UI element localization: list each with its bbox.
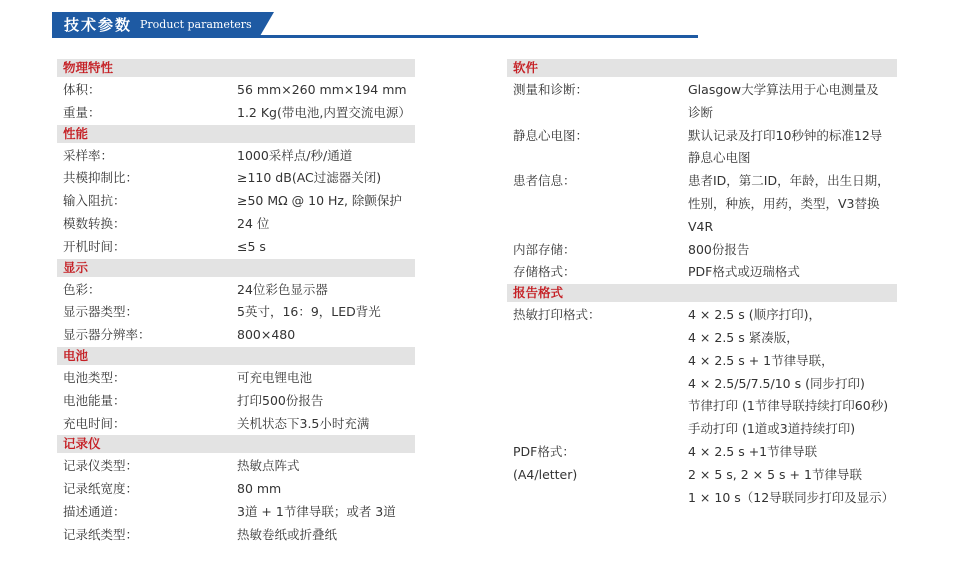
spec-value-line: 患者ID，第二ID，年龄，出生日期， <box>688 173 890 189</box>
spec-label: 测量和诊断： <box>513 82 589 97</box>
spec-value-line: PDF格式或迈瑞格式 <box>688 264 800 280</box>
spec-row <box>507 79 897 125</box>
spec-value-line: 静息心电图 <box>688 150 751 166</box>
spec-label: 存储格式： <box>513 264 576 280</box>
spec-label: PDF格式： <box>513 443 575 459</box>
spec-value <box>237 145 415 168</box>
spec-value-line: 24 位 <box>237 215 270 231</box>
spec-label: 记录纸类型： <box>63 526 139 542</box>
spec-row <box>57 102 415 125</box>
spec-value-line: 性别，种族，用药，类型，V3替换 <box>688 195 880 211</box>
spec-value <box>688 239 897 262</box>
spec-value <box>237 102 415 125</box>
spec-label: 输入阻抗： <box>63 193 126 209</box>
spec-value <box>237 478 415 501</box>
spec-value <box>237 79 415 102</box>
spec-value-line: 4 × 2.5 s (顺序打印)， <box>688 307 821 323</box>
spec-row <box>57 501 415 524</box>
section-title: 电池 <box>57 347 415 365</box>
spec-label: 记录仪类型： <box>63 458 139 474</box>
spec-value-line: 手动打印 (1道或3道持续打印) <box>688 421 856 437</box>
spec-value-line: 4 × 2.5 s +1节律导联 <box>688 443 818 459</box>
spec-value <box>237 390 415 413</box>
spec-label: 静息心电图： <box>513 127 589 143</box>
spec-value-line: 诊断 <box>688 104 714 120</box>
header-title-cn: 技术参数 <box>64 15 133 34</box>
spec-value-line: 节律打印 (1节律导联持续打印60秒) <box>688 398 889 414</box>
spec-value-line: 24位彩色显示器 <box>237 281 328 297</box>
spec-value <box>688 170 897 238</box>
spec-value-line: 热敏卷纸或折叠纸 <box>237 526 338 542</box>
spec-value <box>237 301 415 324</box>
spec-row <box>57 413 415 436</box>
section-title: 物理特性 <box>57 59 415 77</box>
spec-value-line: 1 × 10 s（12导联同步打印及显示） <box>688 489 895 505</box>
spec-label: 患者信息： <box>513 173 576 189</box>
spec-value-line: 800×480 <box>237 327 296 343</box>
spec-row <box>507 441 897 464</box>
spec-value-line: ≥110 dB(AC过滤器关闭) <box>237 170 382 186</box>
spec-value-line: 可充电锂电池 <box>237 369 313 385</box>
spec-value-line: 80 mm <box>237 481 282 497</box>
spec-label: 描述通道： <box>63 503 126 519</box>
spec-row <box>507 464 897 510</box>
spec-row <box>57 145 415 168</box>
spec-value-line: 4 × 2.5 s 紧凑版， <box>688 329 799 345</box>
spec-label: 开机时间： <box>63 238 126 254</box>
spec-label: 显示器类型： <box>63 304 139 320</box>
spec-label: 电池类型： <box>63 369 126 385</box>
spec-label: 热敏打印格式： <box>513 307 601 323</box>
section-title: 报告格式 <box>507 284 897 302</box>
spec-value-line: 热敏点阵式 <box>237 458 300 474</box>
spec-value <box>237 236 415 259</box>
section-title: 显示 <box>57 259 415 277</box>
spec-label: 体积： <box>63 82 101 97</box>
spec-value <box>688 125 897 171</box>
spec-row <box>57 301 415 324</box>
spec-value <box>237 524 415 547</box>
spec-value <box>237 279 415 302</box>
spec-row <box>507 170 897 238</box>
spec-value-line: 默认记录及打印10秒钟的标准12导 <box>688 127 883 143</box>
spec-label: 色彩： <box>63 281 101 297</box>
spec-value-line: 5英寸，16：9，LED背光 <box>237 304 381 320</box>
spec-value <box>237 190 415 213</box>
spec-row <box>57 524 415 547</box>
spec-row <box>57 213 415 236</box>
section-header <box>52 12 698 38</box>
spec-value <box>237 213 415 236</box>
spec-row <box>57 167 415 190</box>
spec-value-line: V4R <box>688 218 714 234</box>
spec-label: 充电时间： <box>63 415 126 431</box>
spec-value <box>688 261 897 284</box>
spec-label: 内部存储： <box>513 241 576 257</box>
spec-value-line: Glasgow大学算法用于心电测量及 <box>688 82 879 97</box>
spec-row <box>57 236 415 259</box>
spec-row <box>507 261 897 284</box>
header-underline <box>52 35 698 38</box>
spec-row <box>57 455 415 478</box>
spec-value-line: ≥50 MΩ @ 10 Hz, 除颤保护 <box>237 193 402 209</box>
spec-value-line: 3道 + 1节律导联；或者 3道 <box>237 503 396 519</box>
spec-value <box>688 79 897 125</box>
section-title: 性能 <box>57 125 415 143</box>
spec-value-line: 打印500份报告 <box>237 392 324 408</box>
spec-value <box>688 304 897 441</box>
left-spec-column <box>57 59 415 547</box>
spec-value <box>688 464 897 510</box>
spec-label: 电池能量： <box>63 392 126 408</box>
spec-row <box>57 324 415 347</box>
spec-value-line: 关机状态下3.5小时充满 <box>237 415 370 431</box>
section-title: 记录仪 <box>57 435 415 453</box>
header-title-en: Product parameters <box>140 17 252 31</box>
spec-row <box>57 478 415 501</box>
spec-row <box>507 304 897 441</box>
spec-row <box>57 190 415 213</box>
spec-value-line: 56 mm×260 mm×194 mm <box>237 82 407 97</box>
spec-label: 模数转换： <box>63 215 126 231</box>
spec-label: 记录纸宽度： <box>63 481 139 497</box>
spec-value-line: 4 × 2.5 s + 1节律导联， <box>688 352 834 368</box>
spec-row <box>507 125 897 171</box>
spec-label: 重量： <box>63 104 101 120</box>
right-spec-column <box>507 59 897 509</box>
spec-value-line: 800份报告 <box>688 241 750 257</box>
section-title: 软件 <box>507 59 897 77</box>
spec-value-line: 1.2 Kg(带电池,内置交流电源） <box>237 104 411 120</box>
spec-row <box>507 239 897 262</box>
spec-label: 显示器分辨率： <box>63 327 151 343</box>
spec-value <box>237 455 415 478</box>
spec-value <box>237 367 415 390</box>
spec-value <box>237 167 415 190</box>
spec-label: 共模抑制比： <box>63 170 139 186</box>
spec-value-line: 1000采样点/秒/通道 <box>237 147 353 163</box>
spec-row <box>57 79 415 102</box>
spec-value <box>237 501 415 524</box>
spec-value <box>237 413 415 436</box>
spec-value-line: 2 × 5 s, 2 × 5 s + 1节律导联 <box>688 466 862 482</box>
spec-label: (A4/letter) <box>513 466 578 482</box>
spec-value <box>688 441 897 464</box>
spec-value <box>237 324 415 347</box>
spec-row <box>57 390 415 413</box>
spec-label: 采样率： <box>63 147 114 163</box>
header-tab <box>52 12 260 36</box>
spec-value-line: 4 × 2.5/5/7.5/10 s (同步打印) <box>688 375 865 391</box>
spec-row <box>57 367 415 390</box>
spec-value-line: ≤5 s <box>237 238 266 254</box>
spec-row <box>57 279 415 302</box>
